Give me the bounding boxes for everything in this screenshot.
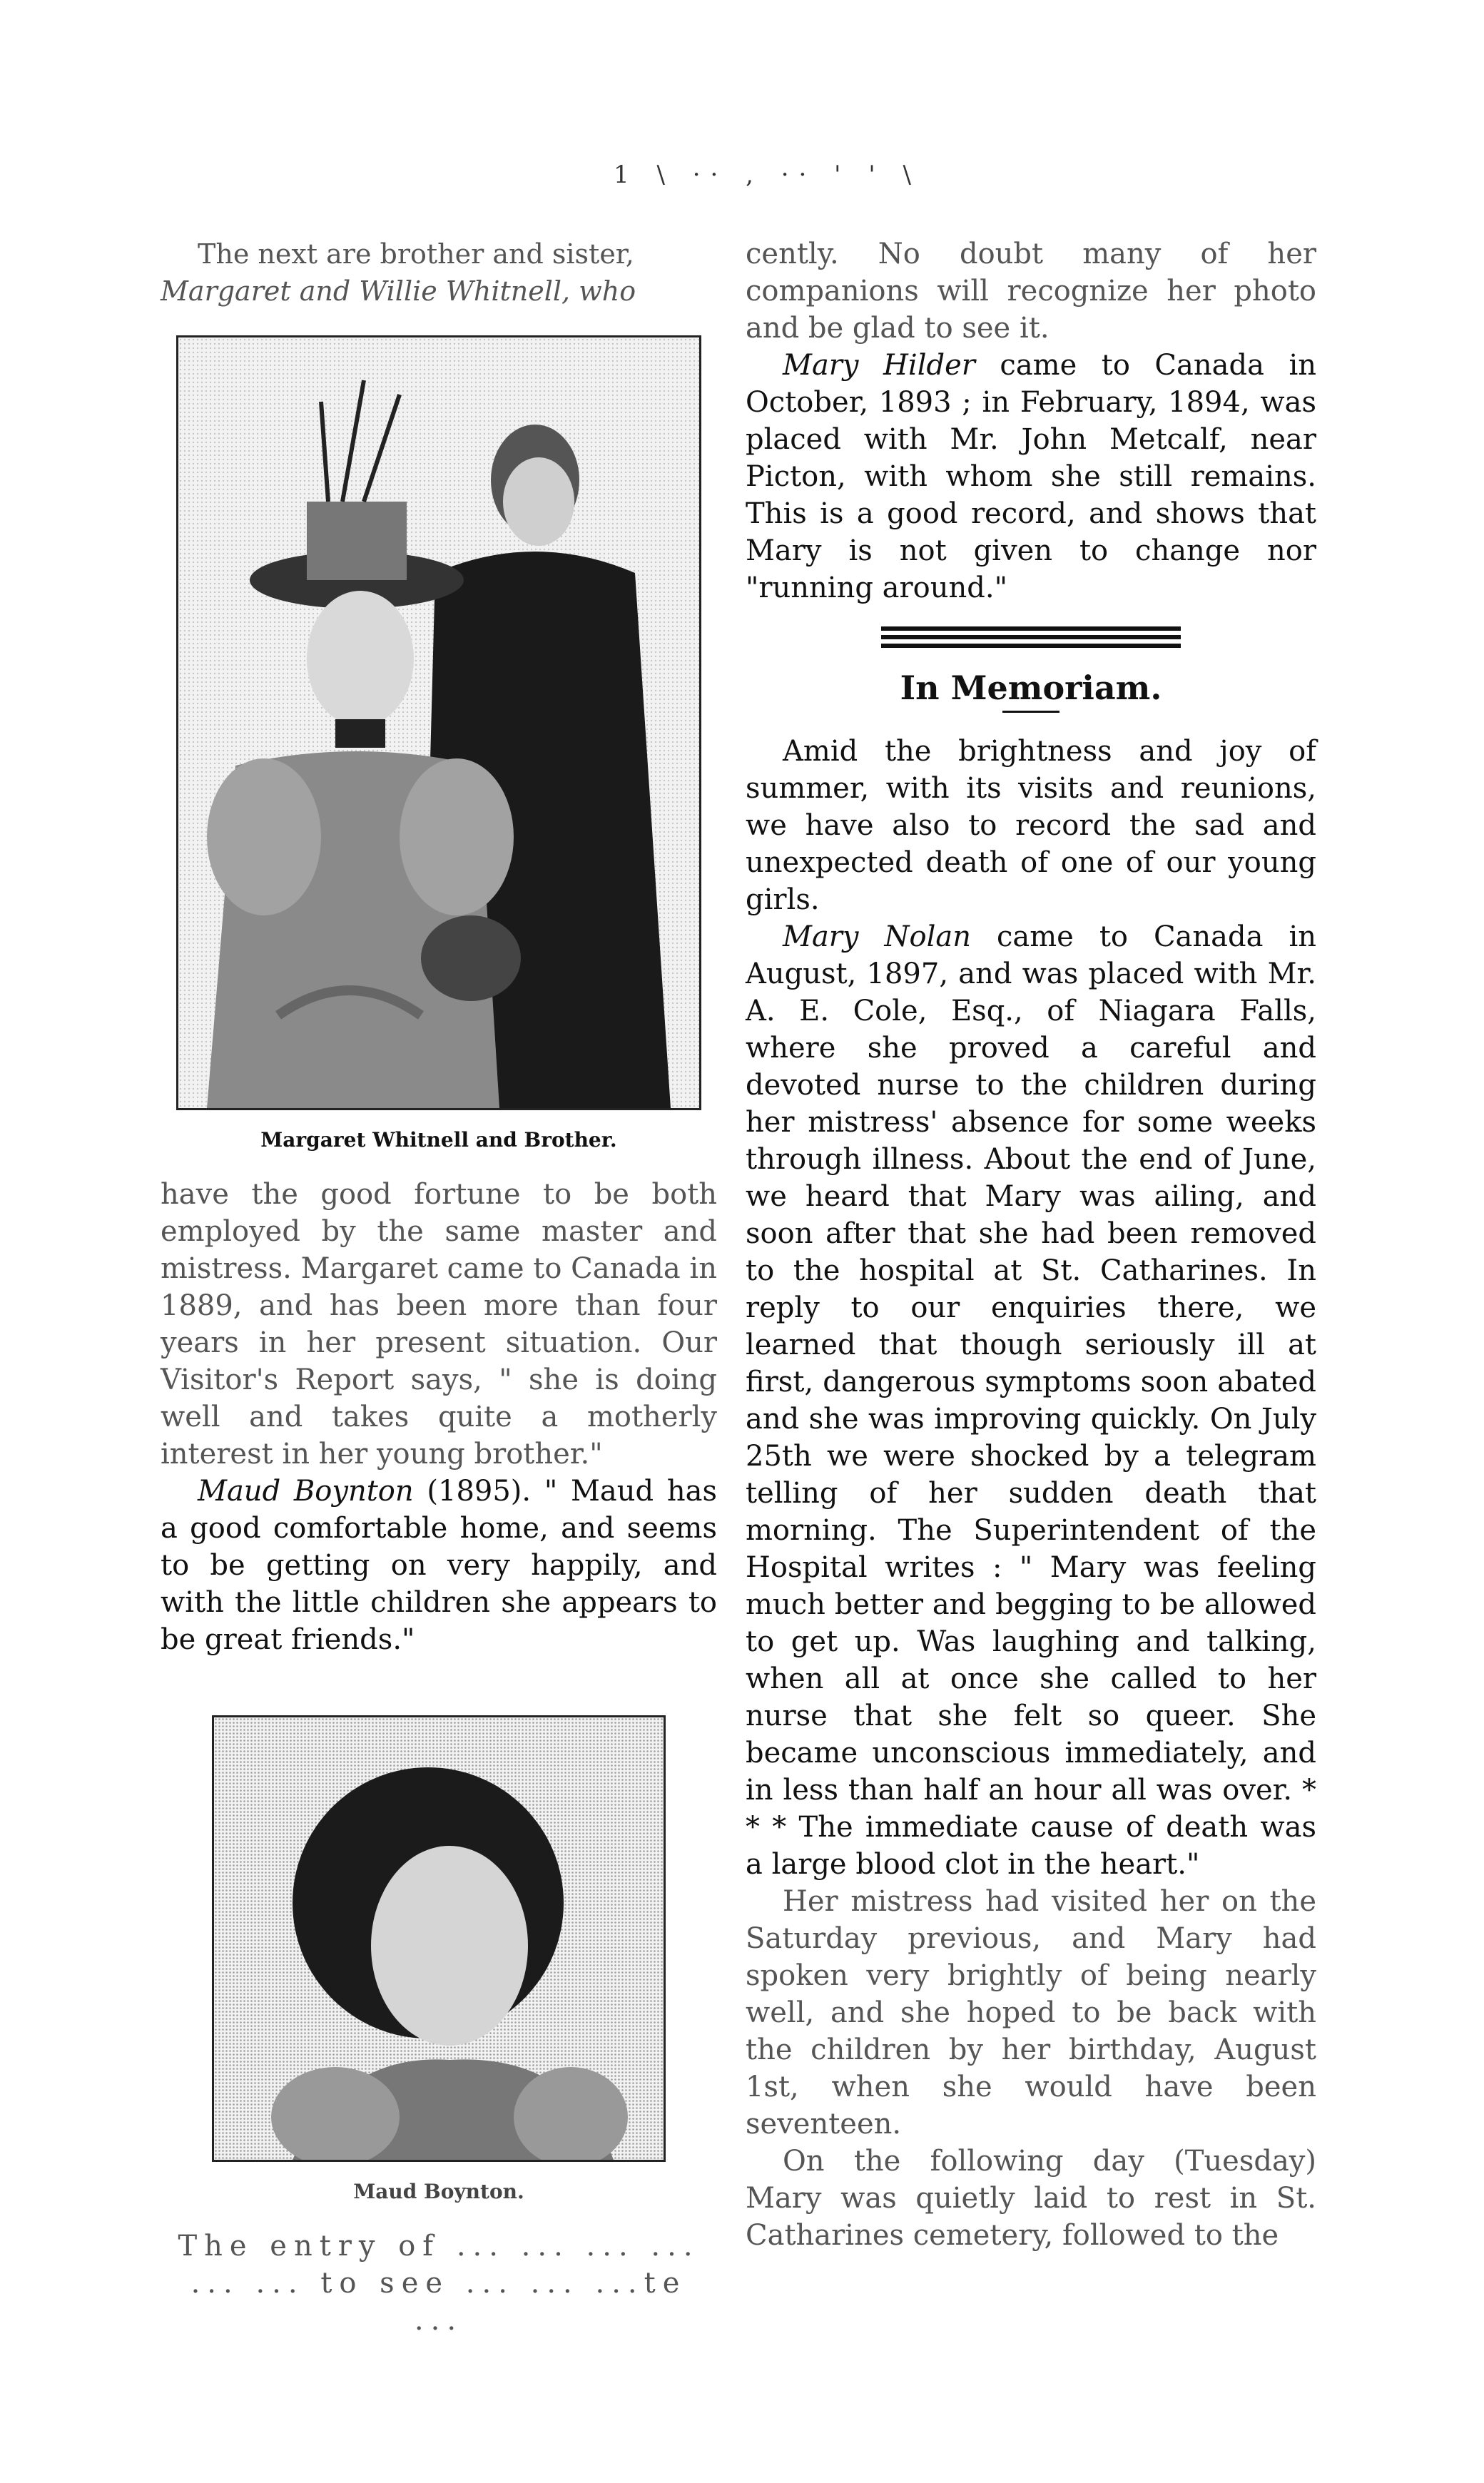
bottom-line-1: The entry of ... ... ... ... — [178, 2230, 700, 2263]
divider-rule — [881, 626, 1181, 631]
memoriam-paragraph-1: Amid the brightness and joy of summer, with its visits and reunions, we have also to record the sad and unexpected death of one of our young girls. — [746, 735, 1316, 916]
bottom-line-2: ... ... to see ... ... ...te ... — [190, 2267, 687, 2337]
maud-text: " Maud has a good comfortable home, and seems to be getting on very happily, and with the little children she appears to be great friends." — [161, 1475, 717, 1656]
photo2-caption: Maud Boynton. — [353, 2180, 524, 2203]
left-column — [161, 235, 717, 2339]
paragraph-margaret: have the good fortune to be both employed by the same master and mistress. Margaret came to Canada in 1889, and has been more than four years in her present situation. Our Visitor's Report says, " she is doing well and takes quite a motherly interest in her young brother." — [161, 1178, 717, 1471]
intro-line-1: The next are brother and sister, — [198, 238, 634, 270]
photo-margaret-and-brother — [176, 335, 701, 1110]
portrait-illustration — [178, 337, 699, 1108]
paragraph-maud — [161, 1473, 717, 1658]
photo1-caption: Margaret Whitnell and Brother. — [260, 1128, 617, 1152]
divider-rule — [881, 644, 1181, 648]
memoriam-paragraph-4: On the following day (Tuesday) Mary was quietly laid to rest in St. Catharines cemetery, followed to the — [746, 2145, 1316, 2252]
mary-hilder-text: came to Canada in October, 1893 ; in February, 1894, was placed with Mr. John Metcalf, near Picton, with whom she still remains. This is a good record, and shows that Mary is not given to change nor "running around." — [746, 349, 1317, 604]
mary-nolan-text: came to Canada in August, 1897, and was placed with Mr. A. E. Cole, Esq., of Niagara Falls, where she proved a careful and devoted nurse to the children during her mistress' absence for some weeks through illness. About the end of June, we heard that Mary was ailing, and soon after that she had been removed to the hospital at St. Catharines. In reply to our enquiries there, we learned that though seriously ill at first, dangerous symptoms soon abated and she was improving quickly. On July 25th we were shocked by a telegram telling of her sudden death that morning. The Superintendent of the Hospital writes : " Mary was feeling much better and begging to be allowed to get up. Was laughing and talking, when all at once she called to her nurse that she felt so queer. She became unconscious immediately, and in less than half an hour all was over. * * * The immediate cause of death was a large blood clot in the heart." — [746, 920, 1316, 1881]
name-maud-boynton: Maud Boynton — [198, 1475, 414, 1508]
paragraph-top: cently. No doubt many of her companions will recognize her photo and be glad to see it. — [746, 238, 1316, 345]
memoriam-paragraph-3: Her mistress had visited her on the Saturday previous, and Mary had spoken very brightly of being nearly well, and she hoped to be back with the children by her birthday, August 1st, when she would have been seventeen. — [746, 1885, 1316, 2141]
title-underline — [1002, 711, 1059, 713]
right-column — [746, 235, 1316, 2254]
intro-line-2: Margaret and Willie Whitnell, who — [161, 275, 636, 307]
name-mary-nolan: Mary Nolan — [783, 920, 971, 953]
divider-rule — [881, 635, 1181, 639]
running-head: 1 \ ·· , ·· ' ' \ — [614, 161, 921, 189]
maud-year: (1895). — [413, 1475, 532, 1508]
name-mary-hilder: Mary Hilder — [783, 349, 975, 382]
section-divider — [881, 626, 1181, 648]
portrait-illustration-maud — [214, 1717, 664, 2160]
photo-maud-boynton — [212, 1715, 666, 2162]
section-title-in-memoriam: In Memoriam. — [900, 669, 1162, 707]
memoriam-paragraph-2 — [746, 918, 1316, 1883]
paragraph-mary-hilder — [746, 347, 1316, 606]
